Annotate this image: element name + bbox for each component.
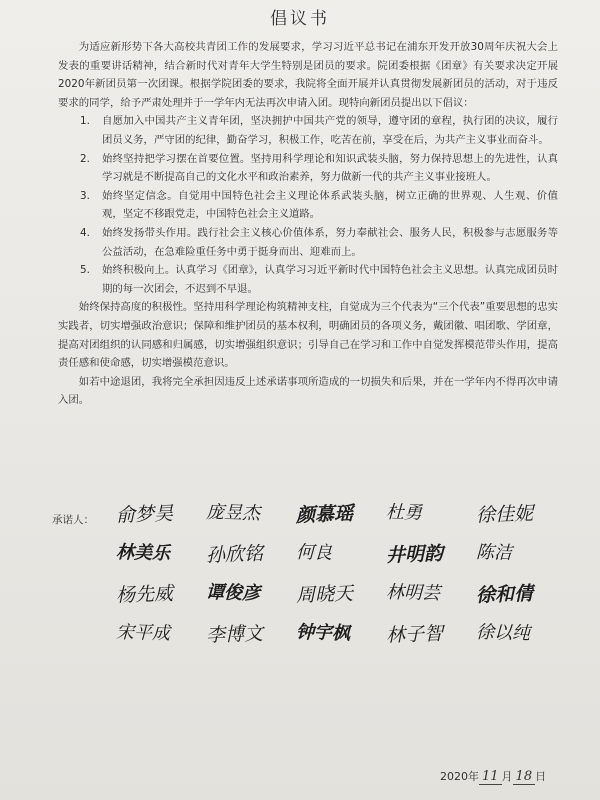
proposal-item [58, 187, 558, 224]
signature: 谭俊彦 [205, 581, 261, 605]
signature: 井明韵 [385, 542, 444, 567]
signature: 俞梦昊 [115, 502, 174, 527]
document-title: 倡议书 [270, 9, 330, 29]
item-text: 始终坚持把学习摆在首要位置。坚持用科学理论和知识武装头脑，努力保持思想上的先进性，认真学习就是不断提高自己的文化水平和政治素养，努力做新一代的共产主义事业接班人。 [102, 152, 558, 184]
document-body [58, 38, 558, 410]
date-year-label: 年 [468, 770, 479, 783]
proposal-item [58, 261, 558, 298]
signature: 陈洁 [475, 541, 513, 564]
signature: 林子智 [385, 622, 444, 647]
item-number: 4. [80, 226, 90, 239]
item-number: 3. [80, 189, 90, 202]
date-day-label: 日 [535, 770, 547, 783]
date-month-label: 月 [501, 770, 513, 783]
date-year: 2020 [440, 770, 468, 783]
signature: 孙欣铭 [205, 542, 264, 567]
item-text: 自愿加入中国共产主义青年团，坚决拥护中国共产党的领导，遵守团的章程，执行团的决议，履行团员义务，严守团的纪律，勤奋学习，积极工作，吃苦在前，享受在后，为共产主义事业而奋斗。 [102, 115, 558, 146]
commitment-paragraph: 始终保持高度的积极性。坚持用科学理论构筑精神支柱，自觉成为三个代表为“三个代表”重要思想的忠实实践者，切实增强政治意识；保障和维护团员的基本权利，明确团员的各项义务，戴团徽、唱团歌、学团章，提高对团组织的认同感和归属感，切实增强组织意识；引导自己在学习和工作中自觉发挥模范带头作用，提高责任感和使命感，切实增强模范意识。 [58, 301, 558, 370]
signature: 徐以纯 [475, 621, 531, 645]
signature: 庞昱杰 [205, 501, 261, 525]
signature: 徐和倩 [475, 582, 534, 607]
proposal-item [58, 224, 558, 261]
proposal-item [58, 112, 558, 149]
signature: 徐佳妮 [475, 502, 534, 527]
signature: 李博文 [205, 622, 264, 647]
proposal-item [58, 150, 558, 187]
item-number: 2. [80, 152, 90, 165]
date-month: 11 [479, 769, 502, 785]
signature: 钟宇枫 [295, 621, 351, 645]
signature: 杨先威 [115, 582, 174, 607]
withdrawal-paragraph: 如若中途退团，我将完全承担因违反上述承诺事项所造成的一切损失和后果，并在一学年内不得再次申请入团。 [58, 375, 558, 407]
item-text: 始终坚定信念。自觉用中国特色社会主义理论体系武装头脑，树立正确的世界观、人生观、价值观，坚定不移跟党走，中国特色社会主义道路。 [102, 189, 558, 221]
item-number: 5. [80, 264, 90, 277]
item-text: 始终发扬带头作用。践行社会主义核心价值体系，努力奉献社会、服务人民，积极参与志愿服务等公益活动，在急难险重任务中勇于挺身而出、迎难而上。 [102, 226, 558, 258]
proposal-list [58, 112, 558, 298]
signature: 林明芸 [385, 581, 441, 605]
intro-paragraph: 为适应新形势下各大高校共青团工作的发展要求，学习习近平总书记在浦东开发开放30周年庆祝大会上发表的重要讲话精神，结合新时代对青年大学生特别是团员的要求。院团委根据《团章》有关要求决定开展2020年新团员第一次团课。根据学院团委的要求，我院将全面开展并认真贯彻发展新团员的活动，对于违反要求的同学，给予严肃处理并于一学年内无法再次申请入团。现特向新团员提出以下倡议： [58, 41, 558, 109]
signature: 何良 [295, 541, 333, 564]
signature-grid [116, 492, 566, 652]
signature: 林美乐 [115, 541, 171, 565]
signature: 颜慕瑶 [295, 502, 354, 527]
item-number: 1. [80, 115, 90, 128]
document-date [440, 768, 546, 784]
signature-label: 承诺人： [52, 514, 94, 526]
signature: 杜勇 [385, 501, 423, 524]
signature: 宋平成 [115, 621, 171, 645]
item-text: 始终积极向上。认真学习《团章》，认真学习习近平新时代中国特色社会主义思想。认真完成团员时期的每一次团会，不迟到不早退。 [102, 264, 558, 295]
date-day: 18 [513, 769, 536, 785]
signature: 周晓天 [295, 582, 354, 607]
